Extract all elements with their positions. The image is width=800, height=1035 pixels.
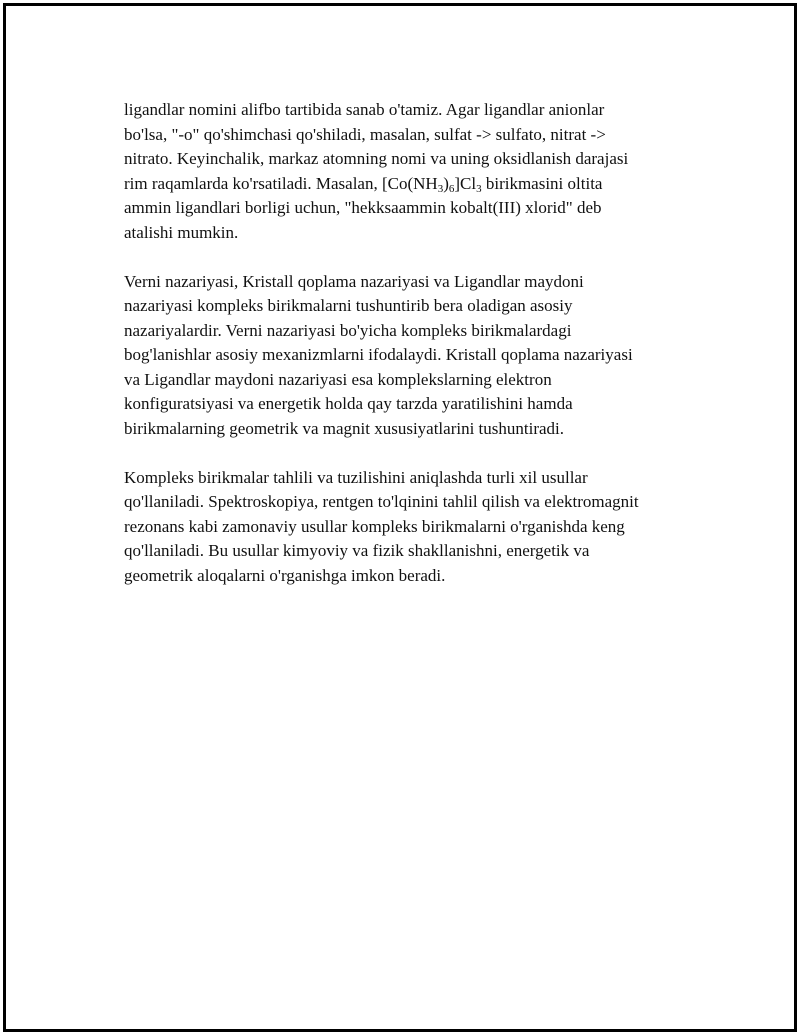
document-body: [124, 98, 694, 613]
text-fragment: ]Cl: [454, 173, 477, 193]
paragraph-nomenclature: [124, 98, 694, 245]
text-line: bo'lsa, "-o" qo'shimchasi qo'shiladi, masalan, sulfat -> sulfato, nitrat ->: [124, 124, 606, 144]
text-line: ammin ligandlari borligi uchun, "hekksaammin kobalt(III) xlorid" deb: [124, 198, 602, 217]
text-line: ligandlar nomini alifbo tartibida sanab o'tamiz. Agar ligandlar anionlar: [124, 100, 605, 119]
page-frame: [3, 3, 797, 1032]
text-line-formula: [124, 172, 694, 197]
text-line: qo'llaniladi. Spektroskopiya, rentgen to'lqinini tahlil qilish va elektromagnit: [124, 492, 639, 511]
text-line: rezonans kabi zamonaviy usullar kompleks birikmalarni o'rganishda keng: [124, 516, 625, 536]
paragraph-theories: [124, 270, 694, 442]
subscript: 3: [476, 182, 482, 195]
text-line: nitrato. Keyinchalik, markaz atomning nomi va uning oksidlanish darajasi: [124, 149, 629, 168]
text-line: nazariyasi kompleks birikmalarni tushuntirib bera oladigan asosiy: [124, 296, 573, 315]
text-line: geometrik aloqalarni o'rganishga imkon beradi.: [124, 565, 446, 585]
text-line: Kompleks birikmalar tahlili va tuzilishini aniqlashda turli xil usullar: [124, 467, 588, 487]
text-fragment: ): [443, 173, 449, 193]
text-fragment: rim raqamlarda ko'rsatiladi. Masalan, [Co(NH: [124, 173, 438, 193]
text-line: va Ligandlar maydoni nazariyasi esa komplekslarning elektron: [124, 369, 552, 389]
paragraph-methods: [124, 466, 694, 589]
text-line: birikmalarning geometrik va magnit xususiyatlarini tushuntiradi.: [124, 418, 565, 438]
text-line: qo'llaniladi. Bu usullar kimyoviy va fizik shakllanishni, energetik va: [124, 541, 590, 560]
text-line: Verni nazariyasi, Kristall qoplama nazariyasi va Ligandlar maydoni: [124, 271, 584, 291]
subscript: 6: [448, 182, 455, 195]
text-line: atalishi mumkin.: [124, 222, 239, 242]
text-line: bog'lanishlar asosiy mexanizmlarni ifodalaydi. Kristall qoplama nazariyasi: [124, 345, 633, 364]
text-line: nazariyalardir. Verni nazariyasi bo'yicha kompleks birikmalardagi: [124, 320, 572, 340]
subscript: 3: [437, 182, 444, 195]
text-line: konfiguratsiyasi va energetik holda qay tarzda yaratilishini hamda: [124, 394, 573, 413]
text-fragment: birikmasini oltita: [481, 173, 603, 193]
